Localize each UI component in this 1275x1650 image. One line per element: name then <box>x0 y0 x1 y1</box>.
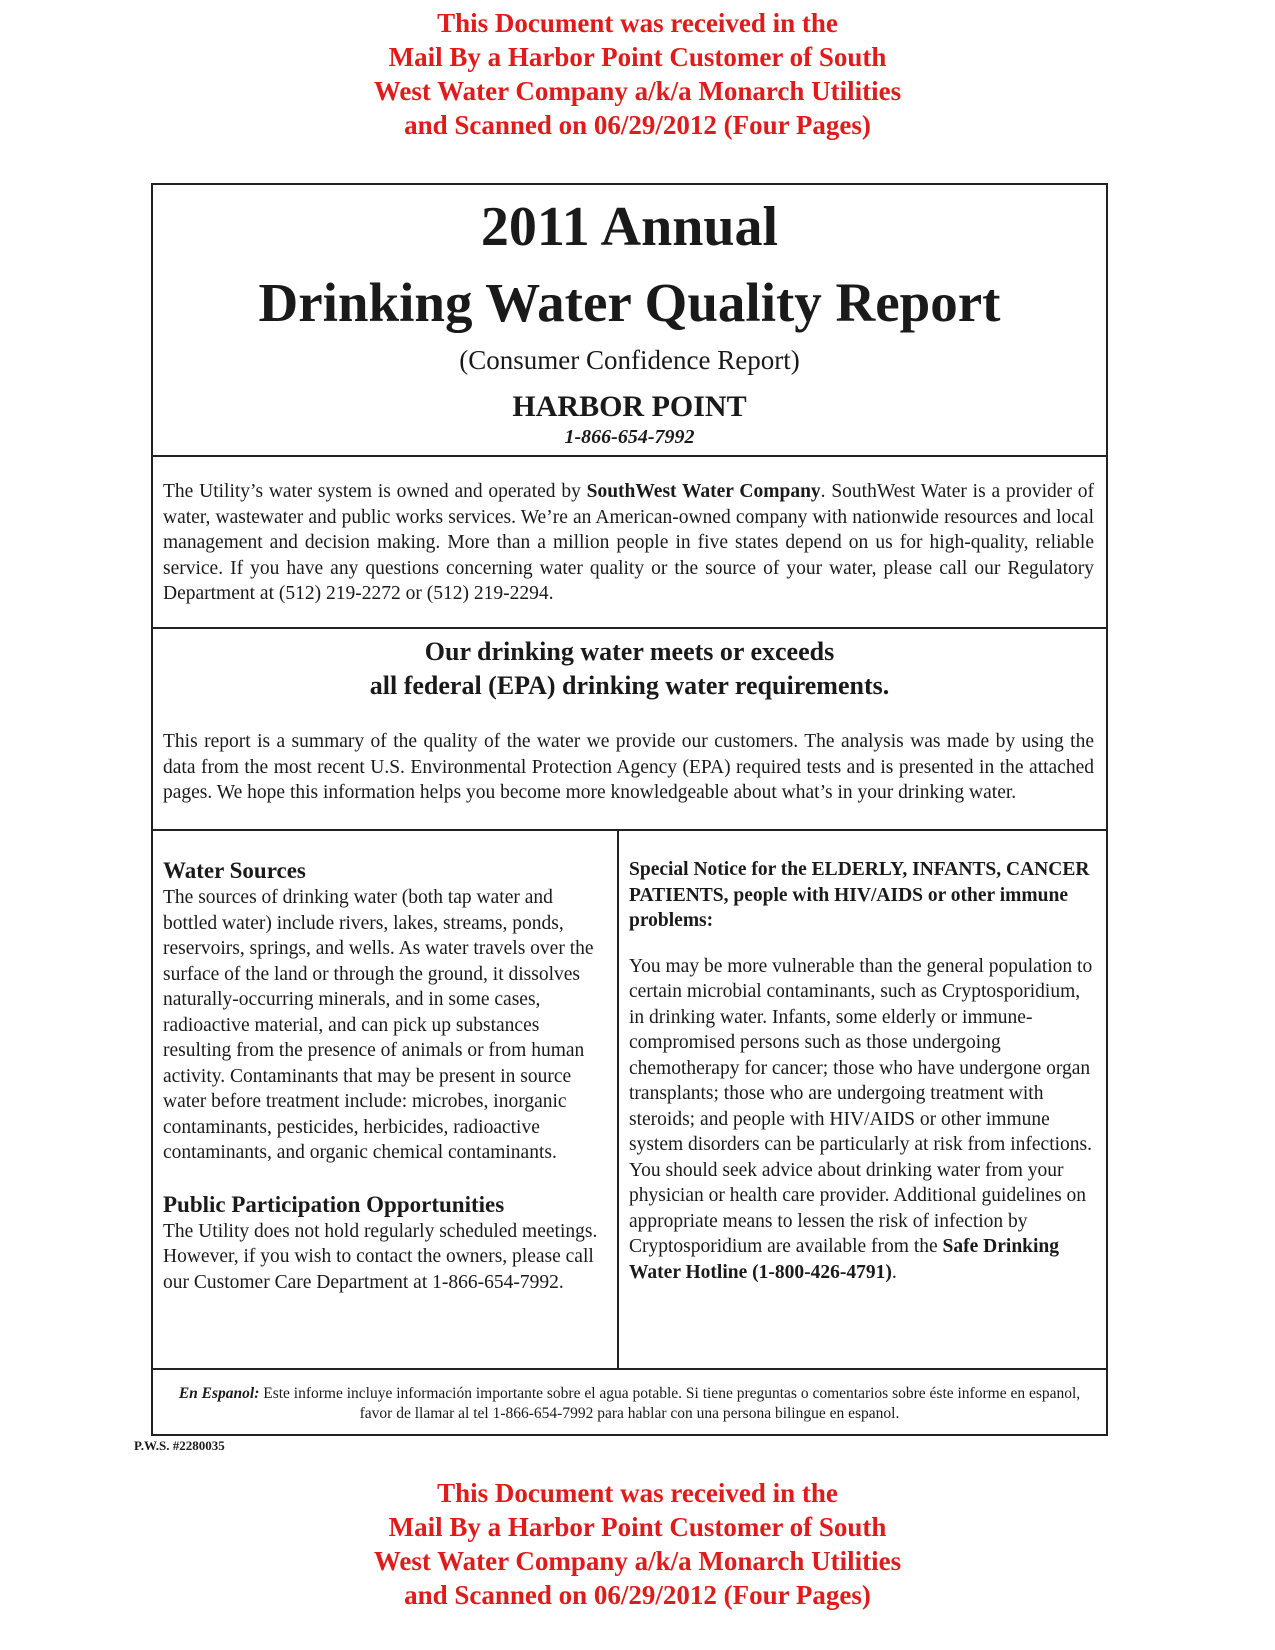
intro-paragraph <box>153 457 1106 629</box>
report-main-title: Drinking Water Quality Report <box>258 272 1001 333</box>
compliance-heading-line: Our drinking water meets or exceeds <box>424 637 835 666</box>
scan-note-bottom <box>0 1476 1275 1612</box>
pws-number: P.W.S. #2280035 <box>134 1438 225 1453</box>
scan-note-line: Mail By a Harbor Point Customer of South <box>388 42 887 72</box>
report-subtitle: (Consumer Confidence Report) <box>459 345 800 375</box>
report-year-title: 2011 Annual <box>480 196 779 258</box>
scan-note-line: Mail By a Harbor Point Customer of South <box>388 1512 887 1542</box>
compliance-heading-line: all federal (EPA) drinking water requirements. <box>369 671 890 700</box>
system-name: HARBOR POINT <box>512 390 747 423</box>
intro-prefix: The Utility’s water system is owned and operated by <box>163 481 587 502</box>
special-notice-text: You may be more vulnerable than the general population to certain microbial contaminants, such as Cryptosporidium, in drinking water. Infants, some elderly or immune-compromised persons such as those undergoing chemotherapy for cancer; those who have undergone organ transplants; those who are undergoing treatment with steroids; and people with HIV/AIDS or other immune system disorders can be particularly at risk from infections. You should seek advice about drinking water from your physician or health care provider. Additional guidelines on appropriate means to lessen the risk of infection by Cryptosporidium are available from the <box>629 955 1093 1257</box>
scan-note-line: and Scanned on 06/29/2012 (Four Pages) <box>404 110 871 140</box>
intro-suffix: . SouthWest Water is a provider of water, wastewater and public works services. We’re an American-owned company with nationwide resources and local management and decision making. More than a million people in five states depend on us for high-quality, reliable service. If you have any questions concerning water quality or the source of your water, please call our Regulatory Department at (512) 219-2272 or (512) 219-2294. <box>163 481 1094 604</box>
scan-note-top <box>0 6 1275 142</box>
scan-note-line: This Document was received in the <box>437 8 838 38</box>
compliance-section <box>153 629 1106 831</box>
water-sources-title: Water Sources <box>163 858 306 883</box>
scan-note-line: West Water Company a/k/a Monarch Utilities <box>373 76 902 106</box>
compliance-body: This report is a summary of the quality of the water we provide our customers. The analysis was made by using the data from the most recent U.S. Environmental Protection Agency (EPA) required tests and is presented in the attached pages. We hope this information helps you become more knowledgeable about what’s in your drinking water. <box>163 731 1094 803</box>
compliance-heading <box>153 635 1106 703</box>
special-notice-end: . <box>891 1261 897 1283</box>
scan-note-line: and Scanned on 06/29/2012 (Four Pages) <box>404 1580 871 1610</box>
company-name: SouthWest Water Company <box>586 481 821 502</box>
report-header <box>153 185 1106 457</box>
public-participation-title: Public Participation Opportunities <box>163 1191 505 1217</box>
left-column <box>153 831 619 1368</box>
spanish-notice <box>153 1368 1106 1434</box>
special-notice-body <box>629 954 1098 1286</box>
scan-note-line: West Water Company a/k/a Monarch Utilities <box>373 1546 902 1576</box>
special-notice-title: Special Notice for the ELDERLY, INFANTS, CANCER PATIENTS, people with HIV/AIDS or other immune problems: <box>629 859 1090 931</box>
report-page <box>151 183 1108 1436</box>
scan-note-line: This Document was received in the <box>437 1478 838 1508</box>
header-phone: 1-866-654-7992 <box>564 426 695 448</box>
spanish-label: En Espanol: <box>178 1385 260 1402</box>
right-column <box>619 831 1108 1368</box>
water-sources-body: The sources of drinking water (both tap water and bottled water) include rivers, lakes, streams, ponds, reservoirs, springs, and wells. As water travels over the surface of the land or through the ground, it dissolves naturally-occurring minerals, and in some cases, radioactive material, and can pick up substances resulting from the presence of animals or from human activity. Contaminants that may be present in source water before treatment include: microbes, inorganic contaminants, pesticides, herbicides, radioactive contaminants, and organic chemical contaminants. <box>163 887 594 1163</box>
hotline-text: Safe Drinking Water Hotline (1-800-426-4791) <box>629 1236 1060 1283</box>
public-participation-body: The Utility does not hold regularly scheduled meetings. However, if you wish to contact the owners, please call our Customer Care Department at 1-866-654-7992. <box>163 1220 598 1293</box>
spanish-text: Este informe incluye información importante sobre el agua potable. Si tiene preguntas o comentarios sobre éste informe en espanol, favor de llamar al tel 1-866-654-7992 para hablar con una persona bilingue en espanol. <box>259 1385 1081 1422</box>
